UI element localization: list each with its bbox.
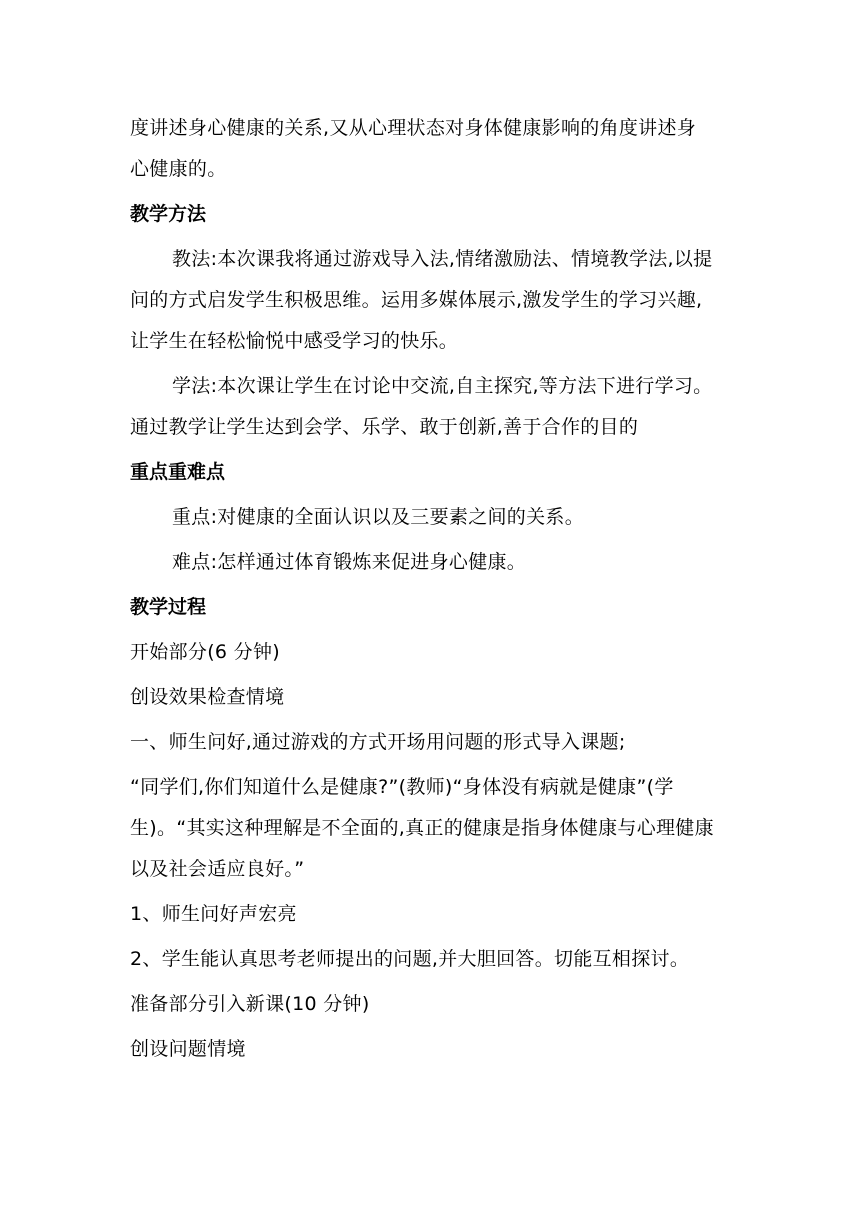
- teach-method-line-3: 让学生在轻松愉悦中感受学习的快乐。: [130, 330, 459, 352]
- heading-key-points: 重点重难点: [130, 461, 226, 483]
- learn-method-line-2: 通过教学让学生达到会学、乐学、敢于创新,善于合作的目的: [130, 416, 639, 438]
- quote-line-3: 以及社会适应良好。”: [130, 858, 305, 880]
- learn-method-line-1: 学法:本次课让学生在讨论中交流,自主探究,等方法下进行学习。: [172, 375, 713, 397]
- intro-line-2: 心健康的。: [130, 158, 227, 180]
- prep-part: 准备部分引入新课(10 分钟): [130, 993, 370, 1015]
- list-item-1: 1、师生问好声宏亮: [130, 903, 297, 925]
- document-page: [130, 108, 732, 1070]
- intro-line-1: 度讲述身心健康的关系,又从心理状态对身体健康影响的角度讲述身: [130, 117, 697, 139]
- quote-line-2: 生)。“其实这种理解是不全面的,真正的健康是指身体健康与心理健康: [130, 817, 714, 839]
- key-point: 重点:对健康的全面认识以及三要素之间的关系。: [172, 506, 585, 528]
- scene-check: 创设效果检查情境: [130, 686, 285, 708]
- teach-method-line-2: 问的方式启发学生积极思维。运用多媒体展示,激发学生的学习兴趣,: [130, 289, 703, 311]
- difficult-point: 难点:怎样通过体育锻炼来促进身心健康。: [172, 551, 527, 573]
- heading-teaching-process: 教学过程: [130, 596, 207, 618]
- list-item-2: 2、学生能认真思考老师提出的问题,并大胆回答。切能互相探讨。: [130, 948, 690, 970]
- start-part: 开始部分(6 分钟): [130, 641, 280, 663]
- heading-teaching-methods: 教学方法: [130, 203, 207, 225]
- quote-line-1: “同学们,你们知道什么是健康?”(教师)“身体没有病就是健康”(学: [130, 776, 674, 798]
- step-one: 一、师生问好,通过游戏的方式开场用问题的形式导入课题;: [130, 731, 626, 753]
- scene-problem: 创设问题情境: [130, 1038, 246, 1060]
- teach-method-line-1: 教法:本次课我将通过游戏导入法,情绪激励法、情境教学法,以提: [172, 248, 713, 270]
